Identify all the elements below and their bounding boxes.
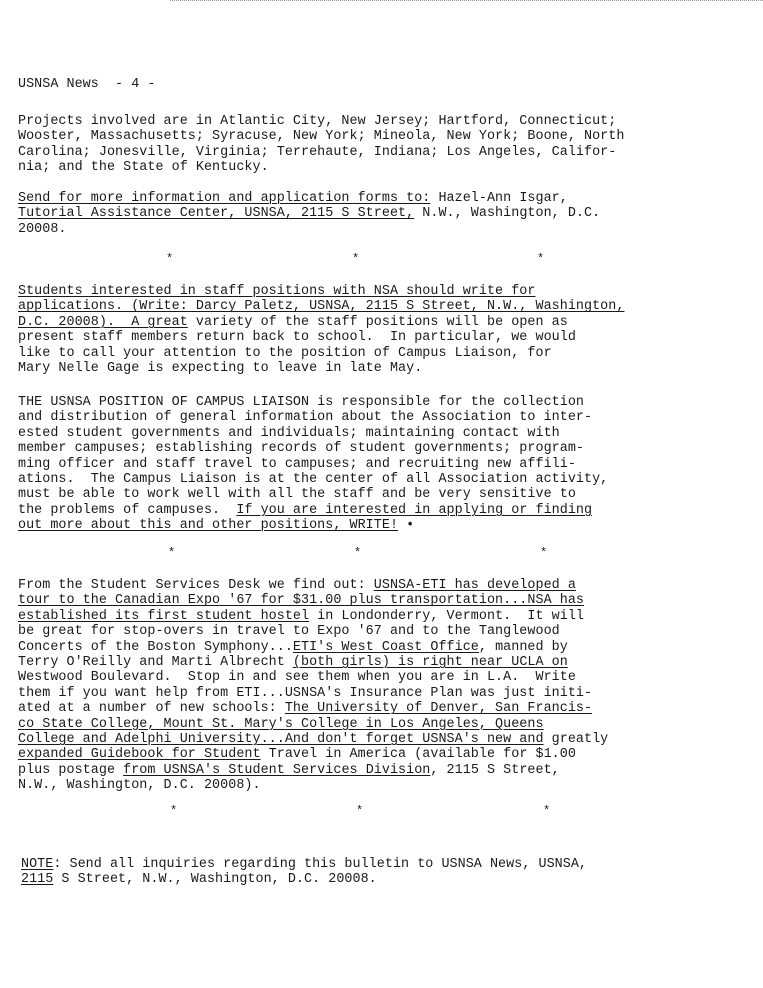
services-text-5b: , manned by xyxy=(478,639,568,655)
staff-line-1 xyxy=(18,284,535,299)
liaison-line-1: THE USNSA POSITION OF CAMPUS LIAISON is responsible for the collection xyxy=(18,395,584,410)
services-underlined-13: from USNSA's Student Services Division xyxy=(123,762,431,778)
services-line-5 xyxy=(18,640,568,655)
staff-underlined-3: D.C. 20008). A great xyxy=(18,314,188,330)
liaison-line-9 xyxy=(18,518,414,533)
send-line-2 xyxy=(18,206,600,221)
services-underlined-6: (both girls) is right near UCLA on xyxy=(292,655,568,670)
note-label: NOTE xyxy=(21,857,54,872)
services-underlined-9: The University of Denver, San Francis- xyxy=(284,701,593,717)
separator-star: * xyxy=(170,804,178,818)
page-header: USNSA News - 4 - xyxy=(18,77,156,92)
services-text-1: From the Student Services Desk we find out: xyxy=(18,578,374,593)
separator-star: * xyxy=(352,252,360,266)
services-underlined-11: College and Adelphi University...And don't forget USNSA's new and xyxy=(18,732,544,747)
liaison-underlined-8: If you are interested in applying or finding xyxy=(236,502,593,518)
services-line-7: Westwood Boulevard. Stop in and see them when you are in L.A. Write xyxy=(18,670,576,686)
services-line-2 xyxy=(18,593,584,608)
services-underlined-5: ETI's West Coast Office xyxy=(292,639,479,655)
liaison-line-5: ming officer and staff travel to campuses; and recruiting new affili- xyxy=(18,456,576,472)
note-line-2 xyxy=(21,872,377,887)
send-line-3: 20008. xyxy=(18,221,67,237)
projects-line-4: nia; and the State of Kentucky. xyxy=(18,160,269,176)
liaison-text-8: the problems of campuses. xyxy=(18,502,237,518)
services-text-13a: plus postage xyxy=(18,762,124,778)
separator-star: * xyxy=(543,804,551,818)
services-line-14: N.W., Washington, D.C. 20008). xyxy=(18,778,261,794)
projects-line-2: Wooster, Massachusetts; Syracuse, New York; Mineola, New York; Boone, North xyxy=(18,129,625,145)
services-line-12 xyxy=(18,747,576,762)
staff-line-3 xyxy=(18,315,568,330)
projects-line-3: Carolina; Jonesville, Virginia; Terrehaute, Indiana; Los Angeles, Califor- xyxy=(18,144,617,160)
services-text-12: Travel in America (available for $1.00 xyxy=(260,747,576,763)
services-underlined-2: tour to the Canadian Expo '67 for $31.00 plus transportation...NSA has xyxy=(18,593,584,609)
liaison-line-7: must be able to work well with all the staff and be very sensitive to xyxy=(18,487,576,503)
send-underlined-1: Send for more information and application forms to: xyxy=(18,191,431,206)
services-text-5a: Concerts of the Boston Symphony... xyxy=(18,639,293,655)
note-text-2: S Street, N.W., Washington, D.C. 20008. xyxy=(53,872,377,888)
liaison-underlined-9: out more about this and other positions, WRITE! xyxy=(18,518,399,534)
send-underlined-2: Tutorial Assistance Center, USNSA, 2115 S Street, xyxy=(18,206,415,222)
staff-underlined-1: Students interested in staff positions with NSA should write for xyxy=(18,284,536,299)
services-line-4: be great for stop-overs in travel to Expo '67 and to the Tanglewood xyxy=(18,624,560,640)
services-text-9: ated at a number of new schools: xyxy=(18,701,285,717)
note-text-1: : Send all inquiries regarding this bulletin to USNSA News, USNSA, xyxy=(53,857,587,872)
send-text-1: Hazel-Ann Isgar, xyxy=(430,191,568,206)
top-dotted-rule xyxy=(170,0,763,1)
separator-star: * xyxy=(537,252,545,266)
staff-line-5: like to call your attention to the position of Campus Liaison, for xyxy=(18,345,552,361)
services-underlined-12: expanded Guidebook for Student xyxy=(18,747,261,763)
services-line-9 xyxy=(18,701,592,716)
liaison-line-3: ested student governments and individuals; maintaining contact with xyxy=(18,425,560,441)
services-text-6: Terry O'Reilly and Marti Albrecht xyxy=(18,655,293,670)
liaison-text-9: • xyxy=(398,518,415,534)
services-text-3: in Londonderry, Vermont. It will xyxy=(309,608,585,624)
services-line-6 xyxy=(18,655,568,670)
services-underlined-3: established its first student hostel xyxy=(18,608,310,624)
services-underlined-1: USNSA-ETI has developed a xyxy=(373,578,576,593)
separator-star: * xyxy=(356,804,364,818)
liaison-line-4: member campuses; establishing records of student governments; program- xyxy=(18,441,584,457)
staff-line-2 xyxy=(18,299,624,314)
note-line-1 xyxy=(21,857,587,872)
staff-line-6: Mary Nelle Gage is expecting to leave in late May. xyxy=(18,361,423,376)
services-line-8: them if you want help from ETI...USNSA's Insurance Plan was just initi- xyxy=(18,685,593,701)
staff-line-4: present staff members return back to school. In particular, we would xyxy=(18,330,576,346)
staff-underlined-2: applications. (Write: Darcy Paletz, USNSA, 2115 S Street, N.W., Washington, xyxy=(18,299,625,315)
separator-star: * xyxy=(354,546,362,560)
services-text-11: greatly xyxy=(543,732,609,747)
separator-star: * xyxy=(166,252,174,266)
services-line-10 xyxy=(18,717,544,732)
services-line-13 xyxy=(18,763,560,778)
staff-text-3: variety of the staff positions will be open as xyxy=(187,314,568,330)
services-line-11 xyxy=(18,732,608,747)
services-line-1 xyxy=(18,578,576,593)
services-line-3 xyxy=(18,609,584,624)
liaison-line-8 xyxy=(18,503,592,518)
services-underlined-10: co State College, Mount St. Mary's College in Los Angeles, Queens xyxy=(18,716,544,732)
send-text-2: N.W., Washington, D.C. xyxy=(414,206,601,222)
note-underlined-2: 2115 xyxy=(21,872,54,888)
send-line-1 xyxy=(18,191,568,206)
projects-line-1: Projects involved are in Atlantic City, New Jersey; Hartford, Connecticut; xyxy=(18,114,617,129)
liaison-line-6: ations. The Campus Liaison is at the center of all Association activity, xyxy=(18,472,609,487)
liaison-line-2: and distribution of general information about the Association to inter- xyxy=(18,410,593,426)
separator-star: * xyxy=(168,546,176,560)
separator-star: * xyxy=(540,546,548,560)
services-text-13b: , 2115 S Street, xyxy=(430,762,560,778)
